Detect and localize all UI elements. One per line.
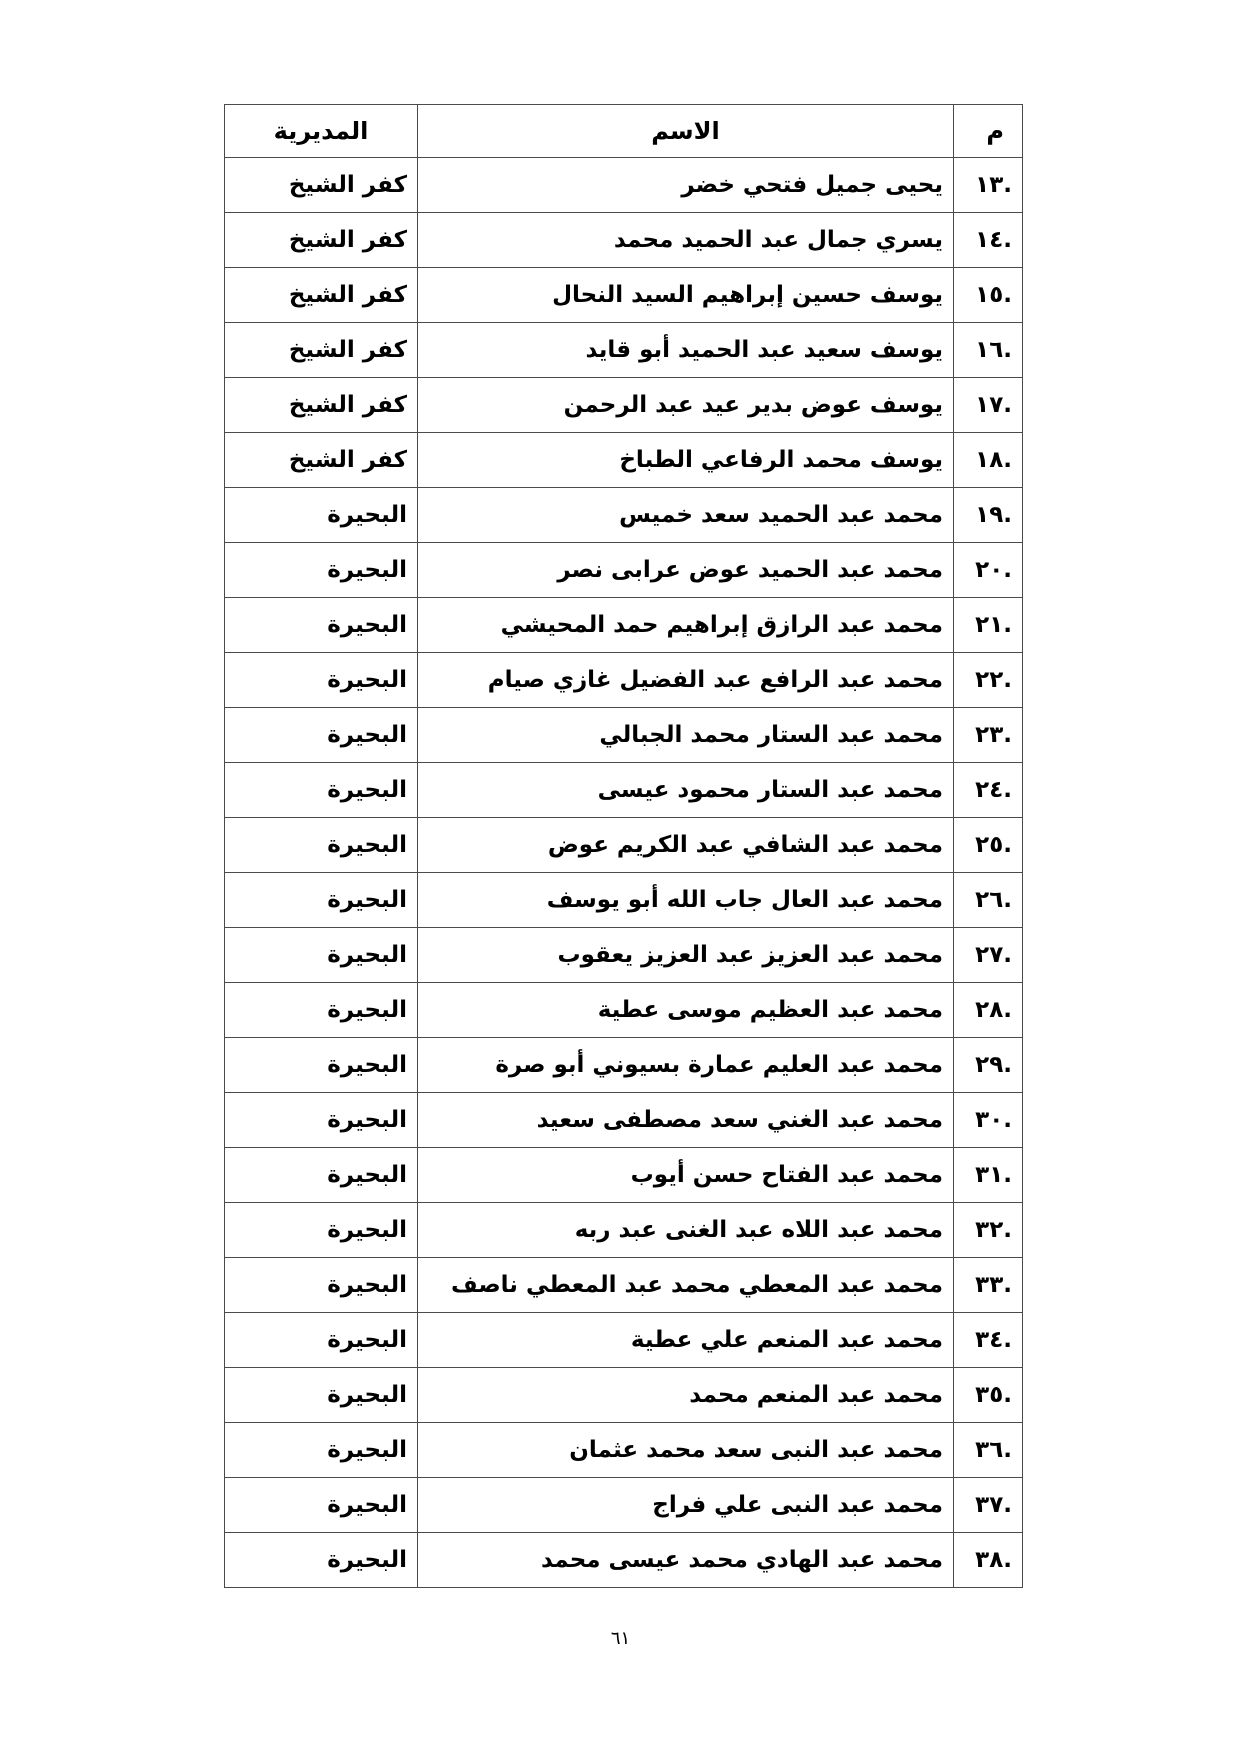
row-name-cell: يسري جمال عبد الحميد محمد bbox=[418, 213, 954, 268]
table-row bbox=[225, 378, 1023, 433]
row-name-cell: محمد عبد الرازق إبراهيم حمد المحيشي bbox=[418, 598, 954, 653]
table-row bbox=[225, 1368, 1023, 1423]
row-name-cell: محمد عبد الحميد عوض عرابى نصر bbox=[418, 543, 954, 598]
row-name-cell: محمد عبد النبى علي فراج bbox=[418, 1478, 954, 1533]
row-number-cell: .١٥ bbox=[954, 268, 1023, 323]
row-name-cell: محمد عبد العليم عمارة بسيوني أبو صرة bbox=[418, 1038, 954, 1093]
row-number-cell: .١٤ bbox=[954, 213, 1023, 268]
row-directorate-cell: البحيرة bbox=[225, 1093, 418, 1148]
row-number-cell: .٢١ bbox=[954, 598, 1023, 653]
row-name-cell: يوسف محمد الرفاعي الطباخ bbox=[418, 433, 954, 488]
row-name-cell: محمد عبد الحميد سعد خميس bbox=[418, 488, 954, 543]
row-number-cell: .١٧ bbox=[954, 378, 1023, 433]
table-row bbox=[225, 763, 1023, 818]
row-directorate-cell: البحيرة bbox=[225, 1533, 418, 1588]
table-row bbox=[225, 928, 1023, 983]
row-number-cell: .٣١ bbox=[954, 1148, 1023, 1203]
row-number-cell: .١٦ bbox=[954, 323, 1023, 378]
row-name-cell: محمد عبد الستار محمود عيسى bbox=[418, 763, 954, 818]
table-row bbox=[225, 268, 1023, 323]
row-number-cell: .٣٣ bbox=[954, 1258, 1023, 1313]
table-row bbox=[225, 323, 1023, 378]
page-number: ٦١ bbox=[610, 1628, 631, 1649]
row-directorate-cell: البحيرة bbox=[225, 1423, 418, 1478]
table-row bbox=[225, 1478, 1023, 1533]
table-row bbox=[225, 1203, 1023, 1258]
table-row bbox=[225, 1038, 1023, 1093]
row-directorate-cell: البحيرة bbox=[225, 488, 418, 543]
table-row bbox=[225, 1313, 1023, 1368]
row-name-cell: محمد عبد الرافع عبد الفضيل غازي صيام bbox=[418, 653, 954, 708]
row-name-cell: محمد عبد الهادي محمد عيسى محمد bbox=[418, 1533, 954, 1588]
row-name-cell: يوسف حسين إبراهيم السيد النحال bbox=[418, 268, 954, 323]
row-name-cell: محمد عبد اللاه عبد الغنى عبد ربه bbox=[418, 1203, 954, 1258]
row-directorate-cell: البحيرة bbox=[225, 818, 418, 873]
row-name-cell: محمد عبد العظيم موسى عطية bbox=[418, 983, 954, 1038]
row-directorate-cell: كفر الشيخ bbox=[225, 213, 418, 268]
table-row bbox=[225, 1258, 1023, 1313]
table-row bbox=[225, 598, 1023, 653]
row-number-cell: .٢٤ bbox=[954, 763, 1023, 818]
row-name-cell: محمد عبد المعطي محمد عبد المعطي ناصف bbox=[418, 1258, 954, 1313]
row-name-cell: محمد عبد الفتاح حسن أيوب bbox=[418, 1148, 954, 1203]
row-name-cell: محمد عبد الغني سعد مصطفى سعيد bbox=[418, 1093, 954, 1148]
table-row bbox=[225, 983, 1023, 1038]
table-row bbox=[225, 158, 1023, 213]
row-directorate-cell: البحيرة bbox=[225, 1203, 418, 1258]
row-number-cell: .٢٩ bbox=[954, 1038, 1023, 1093]
row-directorate-cell: البحيرة bbox=[225, 708, 418, 763]
header-directorate: المديرية bbox=[225, 105, 418, 158]
header-row bbox=[225, 105, 1023, 158]
row-directorate-cell: البحيرة bbox=[225, 1368, 418, 1423]
row-directorate-cell: البحيرة bbox=[225, 598, 418, 653]
row-name-cell: يوسف سعيد عبد الحميد أبو قايد bbox=[418, 323, 954, 378]
row-directorate-cell: كفر الشيخ bbox=[225, 433, 418, 488]
table-row bbox=[225, 543, 1023, 598]
row-directorate-cell: البحيرة bbox=[225, 543, 418, 598]
row-number-cell: .٣٢ bbox=[954, 1203, 1023, 1258]
table-row bbox=[225, 1533, 1023, 1588]
row-number-cell: .١٣ bbox=[954, 158, 1023, 213]
row-directorate-cell: البحيرة bbox=[225, 1038, 418, 1093]
table-row bbox=[225, 873, 1023, 928]
row-name-cell: يحيى جميل فتحي خضر bbox=[418, 158, 954, 213]
row-directorate-cell: البحيرة bbox=[225, 873, 418, 928]
row-directorate-cell: البحيرة bbox=[225, 1148, 418, 1203]
names-table bbox=[224, 104, 1023, 1588]
row-number-cell: .١٨ bbox=[954, 433, 1023, 488]
row-name-cell: محمد عبد الشافي عبد الكريم عوض bbox=[418, 818, 954, 873]
row-number-cell: .٢٥ bbox=[954, 818, 1023, 873]
row-directorate-cell: كفر الشيخ bbox=[225, 268, 418, 323]
row-name-cell: محمد عبد الستار محمد الجبالي bbox=[418, 708, 954, 763]
row-directorate-cell: كفر الشيخ bbox=[225, 323, 418, 378]
table-row bbox=[225, 433, 1023, 488]
table-header bbox=[225, 105, 1023, 158]
row-number-cell: .٣٨ bbox=[954, 1533, 1023, 1588]
row-number-cell: .٣٠ bbox=[954, 1093, 1023, 1148]
row-number-cell: .١٩ bbox=[954, 488, 1023, 543]
row-number-cell: .٢٨ bbox=[954, 983, 1023, 1038]
row-number-cell: .٣٤ bbox=[954, 1313, 1023, 1368]
row-number-cell: .٢٠ bbox=[954, 543, 1023, 598]
row-number-cell: .٢٣ bbox=[954, 708, 1023, 763]
row-number-cell: .٣٥ bbox=[954, 1368, 1023, 1423]
header-name: الاسم bbox=[418, 105, 954, 158]
row-directorate-cell: كفر الشيخ bbox=[225, 378, 418, 433]
table-body bbox=[225, 158, 1023, 1588]
row-directorate-cell: البحيرة bbox=[225, 928, 418, 983]
header-num: م bbox=[954, 105, 1023, 158]
row-directorate-cell: البحيرة bbox=[225, 1478, 418, 1533]
table-row bbox=[225, 1148, 1023, 1203]
row-directorate-cell: كفر الشيخ bbox=[225, 158, 418, 213]
row-directorate-cell: البحيرة bbox=[225, 763, 418, 818]
row-name-cell: محمد عبد العزيز عبد العزيز يعقوب bbox=[418, 928, 954, 983]
table-row bbox=[225, 1423, 1023, 1478]
table-row bbox=[225, 708, 1023, 763]
row-number-cell: .٣٧ bbox=[954, 1478, 1023, 1533]
row-directorate-cell: البحيرة bbox=[225, 1258, 418, 1313]
table-row bbox=[225, 488, 1023, 543]
row-number-cell: .٢٢ bbox=[954, 653, 1023, 708]
table-row bbox=[225, 818, 1023, 873]
table-row bbox=[225, 1093, 1023, 1148]
row-number-cell: .٣٦ bbox=[954, 1423, 1023, 1478]
row-name-cell: محمد عبد العال جاب الله أبو يوسف bbox=[418, 873, 954, 928]
row-number-cell: .٢٧ bbox=[954, 928, 1023, 983]
row-number-cell: .٢٦ bbox=[954, 873, 1023, 928]
row-name-cell: يوسف عوض بدير عيد عبد الرحمن bbox=[418, 378, 954, 433]
row-directorate-cell: البحيرة bbox=[225, 1313, 418, 1368]
table-row bbox=[225, 653, 1023, 708]
row-name-cell: محمد عبد المنعم محمد bbox=[418, 1368, 954, 1423]
row-name-cell: محمد عبد النبى سعد محمد عثمان bbox=[418, 1423, 954, 1478]
row-directorate-cell: البحيرة bbox=[225, 983, 418, 1038]
row-directorate-cell: البحيرة bbox=[225, 653, 418, 708]
table-row bbox=[225, 213, 1023, 268]
row-name-cell: محمد عبد المنعم علي عطية bbox=[418, 1313, 954, 1368]
